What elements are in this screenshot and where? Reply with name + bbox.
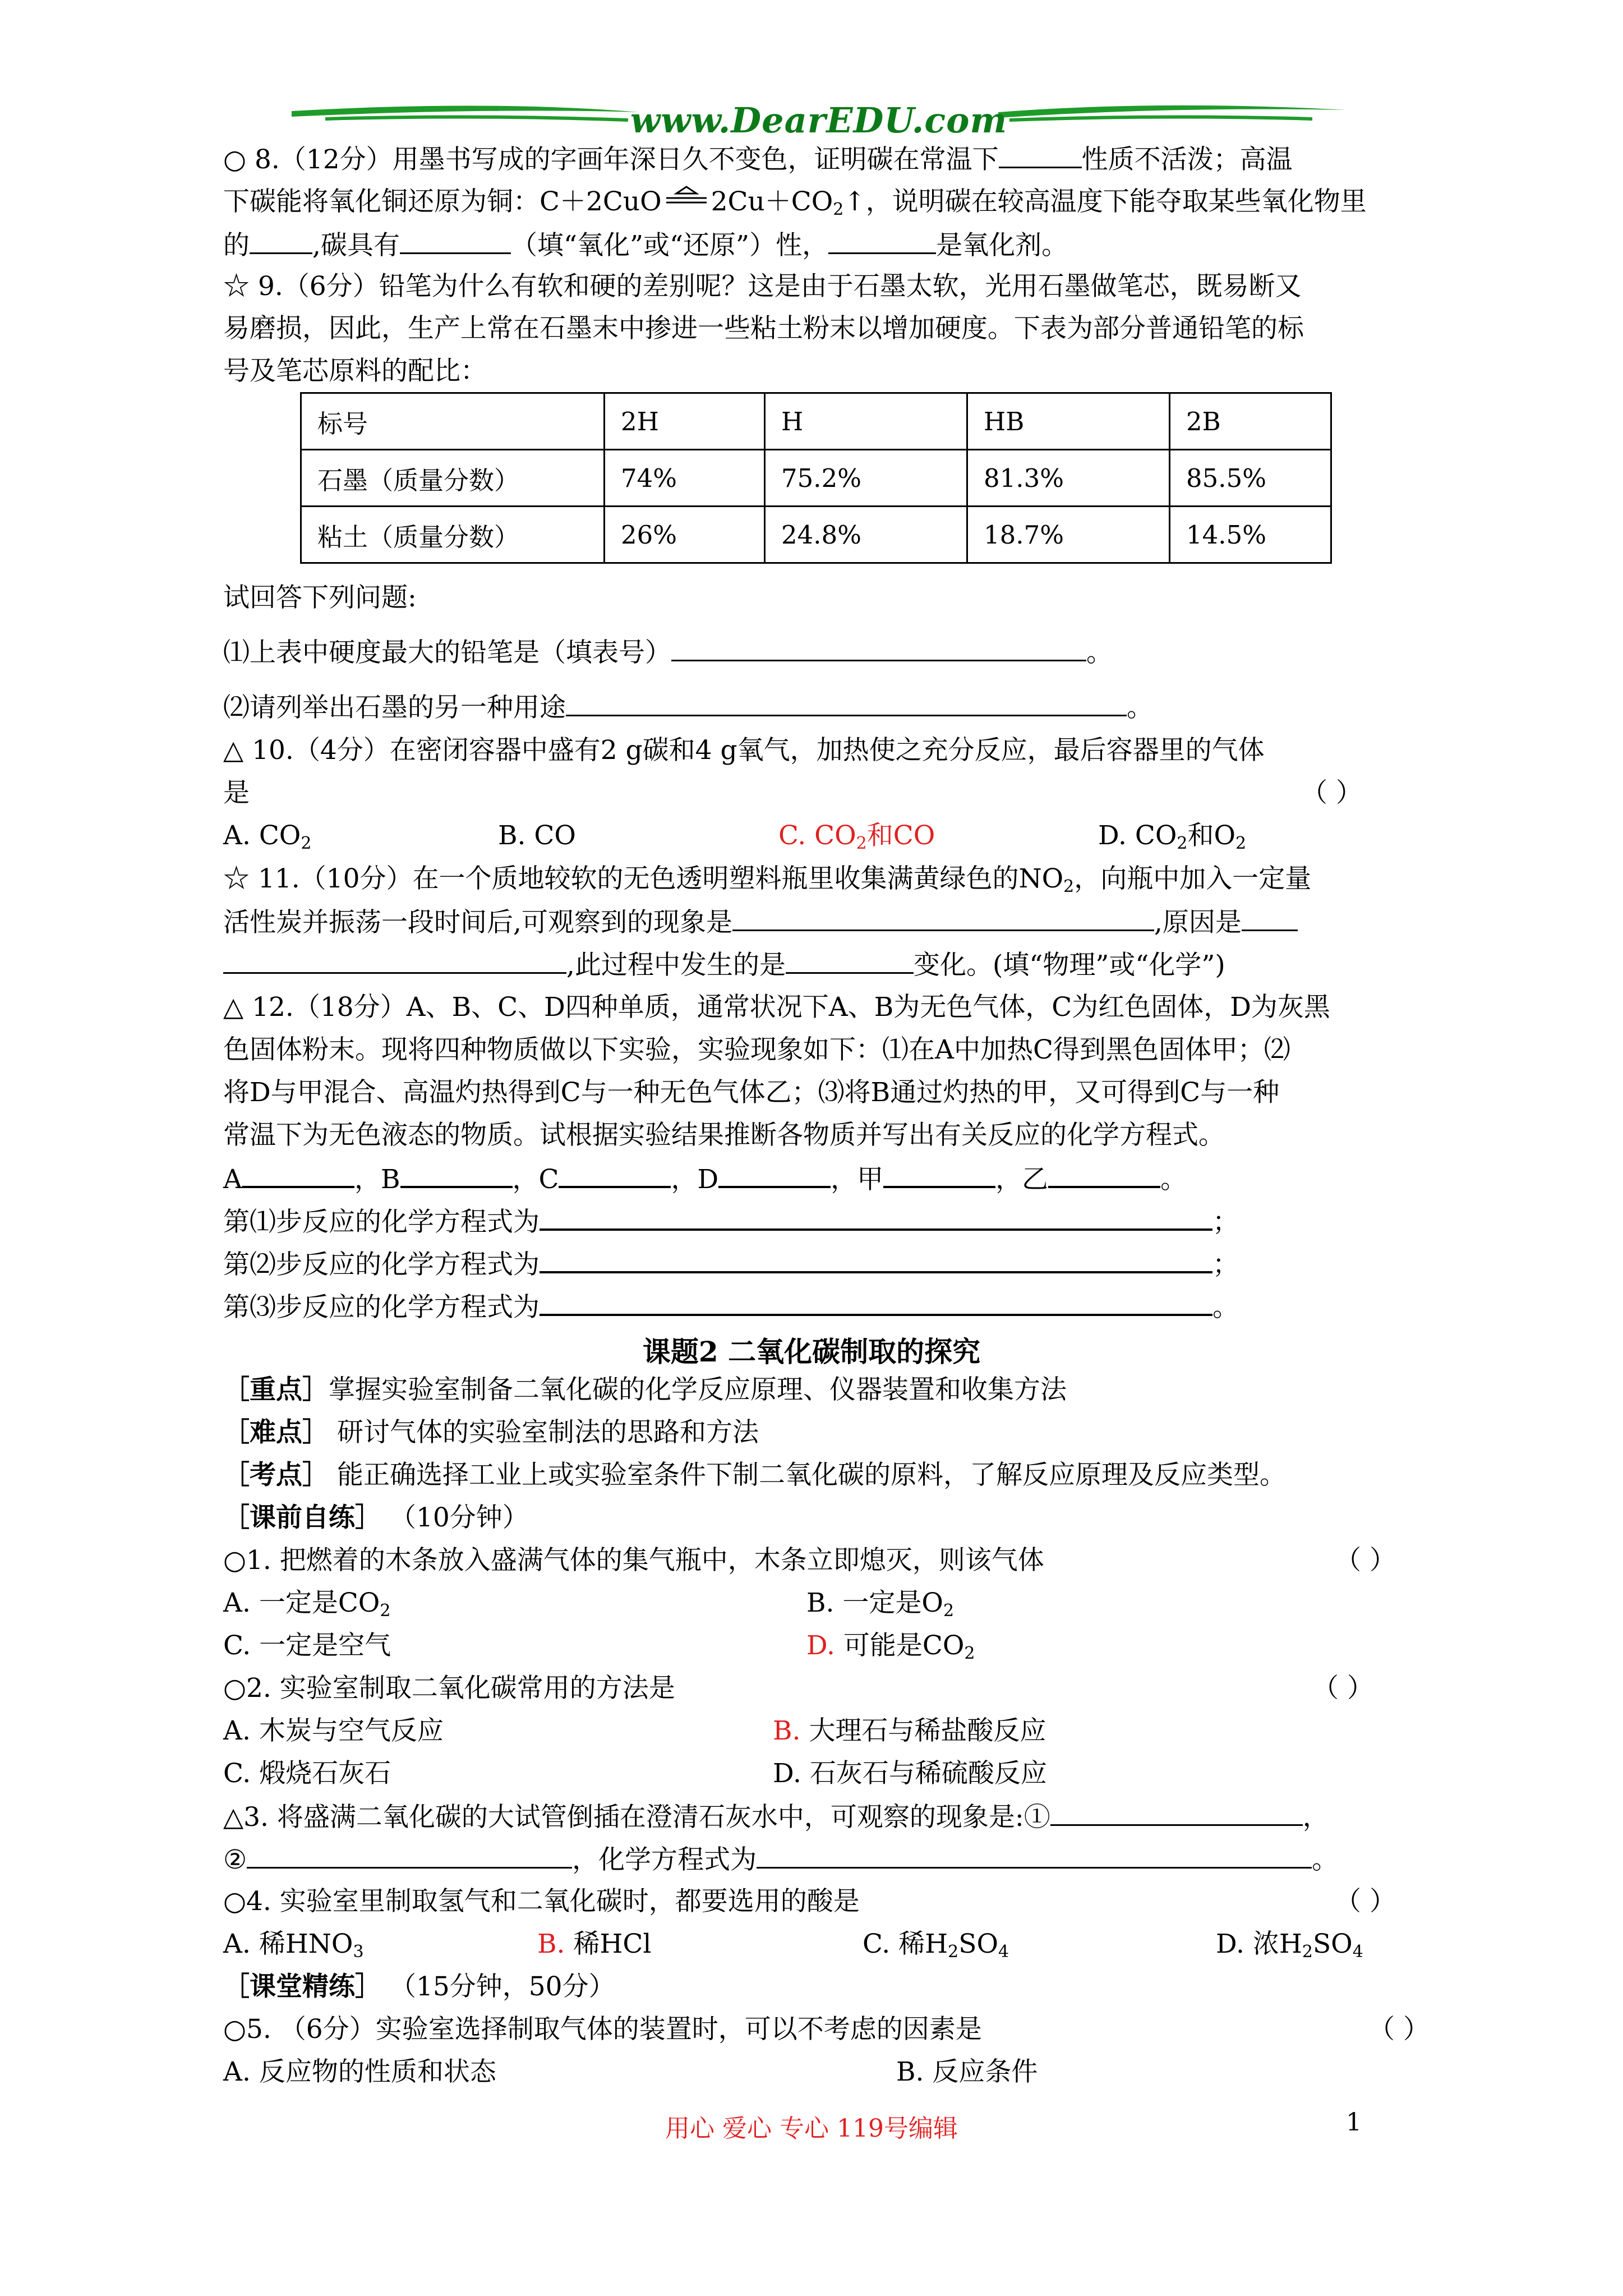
p4-stem: ○4. 实验室里制取氢气和二氧化碳时，都要选用的酸是	[223, 1886, 860, 1917]
table-cell: 18.7%	[967, 507, 1170, 563]
q12-line2: 色固体粉末。现将四种物质做以下实验，实验现象如下：⑴在A中加热C得到黑色固体甲；⑵	[223, 1034, 1290, 1065]
q12-line3: 将D与甲混合、高温灼热得到C与一种无色气体乙；⑶将B通过灼热的甲，又可得到C与一种	[223, 1077, 1280, 1108]
footer-text: 用心 爱心 专心 119号编辑	[665, 2114, 958, 2143]
q11-line3: ,此过程中发生的是 变化。(填“物理”或“化学”)	[223, 947, 1225, 982]
header-logo	[292, 100, 1346, 145]
table-cell: 2H	[605, 393, 765, 450]
p1-answer-paren: （ ）	[1335, 1545, 1396, 1576]
q12-step2: 第⑵步反应的化学方程式为 ；	[223, 1246, 1239, 1282]
q9-line1: ☆ 9.（6分）铅笔为什么有软和硬的差别呢？这是由于石墨太软，光用石墨做笔芯，既易断又	[223, 271, 1302, 302]
table-cell: 75.2%	[765, 450, 967, 507]
q8-line3: 的 ,碳具有 （填“氧化”或“还原”）性， 是氧化剂。	[223, 228, 1068, 263]
table-cell: 26%	[605, 507, 765, 563]
q9-part1: ⑴上表中硬度最大的铅笔是（填表号） 。	[223, 635, 1113, 670]
q12-line1: △ 12.（18分）A、B、C、D四种单质，通常状况下A、B为无色气体，C为红色固体，D为灰黑	[223, 992, 1330, 1023]
preclass-heading: ［课前自练］ （10分钟）	[223, 1502, 529, 1533]
section-title: 课题2 二氧化碳制取的探究	[642, 1335, 981, 1368]
q10-line1: △ 10.（4分）在密闭容器中盛有2 g碳和4 g氧气，加热使之充分反应，最后容器里的气体	[223, 735, 1265, 766]
table-cell: 粘土（质量分数）	[301, 507, 605, 563]
p5-stem: ○5. （6分）实验室选择制取气体的装置时，可以不考虑的因素是	[223, 2014, 982, 2045]
table-cell: HB	[967, 393, 1170, 450]
q12-step1: 第⑴步反应的化学方程式为 ；	[223, 1204, 1239, 1239]
table-cell: 24.8%	[765, 507, 967, 563]
page-number: 1	[1346, 2108, 1362, 2137]
q11-line2: 活性炭并振荡一段时间后,可观察到的现象是 ,原因是	[223, 905, 1298, 940]
table-cell: 74%	[605, 450, 765, 507]
q12-answers: A ，B ，C ，D ，甲 ，乙 。	[223, 1161, 1187, 1197]
p1-options-ab: A. 一定是$CO_2$ B. 一定是$O_2$	[223, 1588, 955, 1621]
q9-ask: 试回答下列问题:	[223, 582, 417, 613]
table-cell: 85.5%	[1170, 450, 1331, 507]
p5-options: A. 反应物的性质和状态 B. 反应条件	[223, 2056, 1038, 2087]
p5-answer-paren: （ ）	[1368, 2014, 1430, 2045]
table-row	[301, 393, 1331, 450]
heat-arrow-icon	[662, 182, 711, 215]
table-cell: 81.3%	[967, 450, 1170, 507]
q10-options: A. $CO_2$ B. CO C. $CO_2$和CO D. $CO_2$和$O_2$	[223, 820, 1247, 853]
table-row	[301, 450, 1331, 507]
table-cell: 石墨（质量分数）	[301, 450, 605, 507]
table-cell: 标号	[301, 393, 605, 450]
practice-heading: ［课堂精练］ （15分钟，50分）	[223, 1971, 615, 2002]
p4-options: A. 稀$HNO_3$ B. 稀HCl C. 稀$H_2SO_4$ D. 浓$H_2SO_4$	[223, 1929, 1363, 1962]
p2-answer-paren: （ ）	[1312, 1673, 1373, 1704]
table-cell: 14.5%	[1170, 507, 1331, 563]
q9-part2: ⑵请列举出石墨的另一种用途 。	[223, 690, 1153, 725]
table-cell: 2B	[1170, 393, 1331, 450]
q11-line1: ☆ 11.（10分）在一个质地较软的无色透明塑料瓶里收集满黄绿色的$NO_2$，向瓶中加入一定量	[223, 863, 1312, 896]
q12-step3: 第⑶步反应的化学方程式为 。	[223, 1289, 1239, 1324]
q8-line2: 下碳能将氧化铜还原为铜：C＋2CuO $2Cu+CO_2↑$，说明碳在较高温度下能夺取某些氧化物里	[223, 185, 1367, 219]
p2-options-cd: C. 煅烧石灰石 D. 石灰石与稀硫酸反应	[223, 1758, 1047, 1789]
q10-answer-paren: （ ）	[1301, 777, 1362, 808]
p4-answer-paren: （ ）	[1335, 1886, 1396, 1917]
p1-options-cd: C. 一定是空气 D. 可能是$CO_2$	[223, 1630, 975, 1663]
difficult-point: ［难点］ 研讨气体的实验室制法的思路和方法	[223, 1417, 759, 1448]
key-point: ［重点］掌握实验室制备二氧化碳的化学反应原理、仪器装置和收集方法	[223, 1374, 1067, 1405]
q9-line3: 号及笔芯原料的配比：	[223, 356, 487, 386]
p1-stem: ○1. 把燃着的木条放入盛满气体的集气瓶中，木条立即熄灭，则该气体	[223, 1545, 1044, 1576]
p3-line2: ② ，化学方程式为 。	[223, 1842, 1338, 1877]
q10-line2: 是	[223, 777, 250, 808]
q12-line4: 常温下为无色液态的物质。试根据实验结果推断各物质并写出有关反应的化学方程式。	[223, 1120, 1225, 1151]
p2-stem: ○2. 实验室制取二氧化碳常用的方法是	[223, 1673, 675, 1704]
site-name: www.DearEDU.com	[630, 100, 1008, 141]
q8-line1: ○ 8.（12分）用墨书写成的字画年深日久不变色，证明碳在常温下 性质不活泼；高温	[223, 142, 1293, 177]
exam-point: ［考点］ 能正确选择工业上或实验室条件下制二氧化碳的原料，了解反应原理及反应类型。	[223, 1460, 1286, 1490]
p3-line1: △3. 将盛满二氧化碳的大试管倒插在澄清石灰水中，可观察的现象是:① ，	[223, 1800, 1329, 1834]
p2-options-ab: A. 木炭与空气反应 B. 大理石与稀盐酸反应	[223, 1715, 1046, 1746]
table-row	[301, 507, 1331, 563]
q9-line2: 易磨损，因此，生产上常在石墨末中掺进一些粘土粉末以增加硬度。下表为部分普通铅笔的标	[223, 313, 1304, 344]
pencil-table	[300, 392, 1332, 564]
table-cell: H	[765, 393, 967, 450]
